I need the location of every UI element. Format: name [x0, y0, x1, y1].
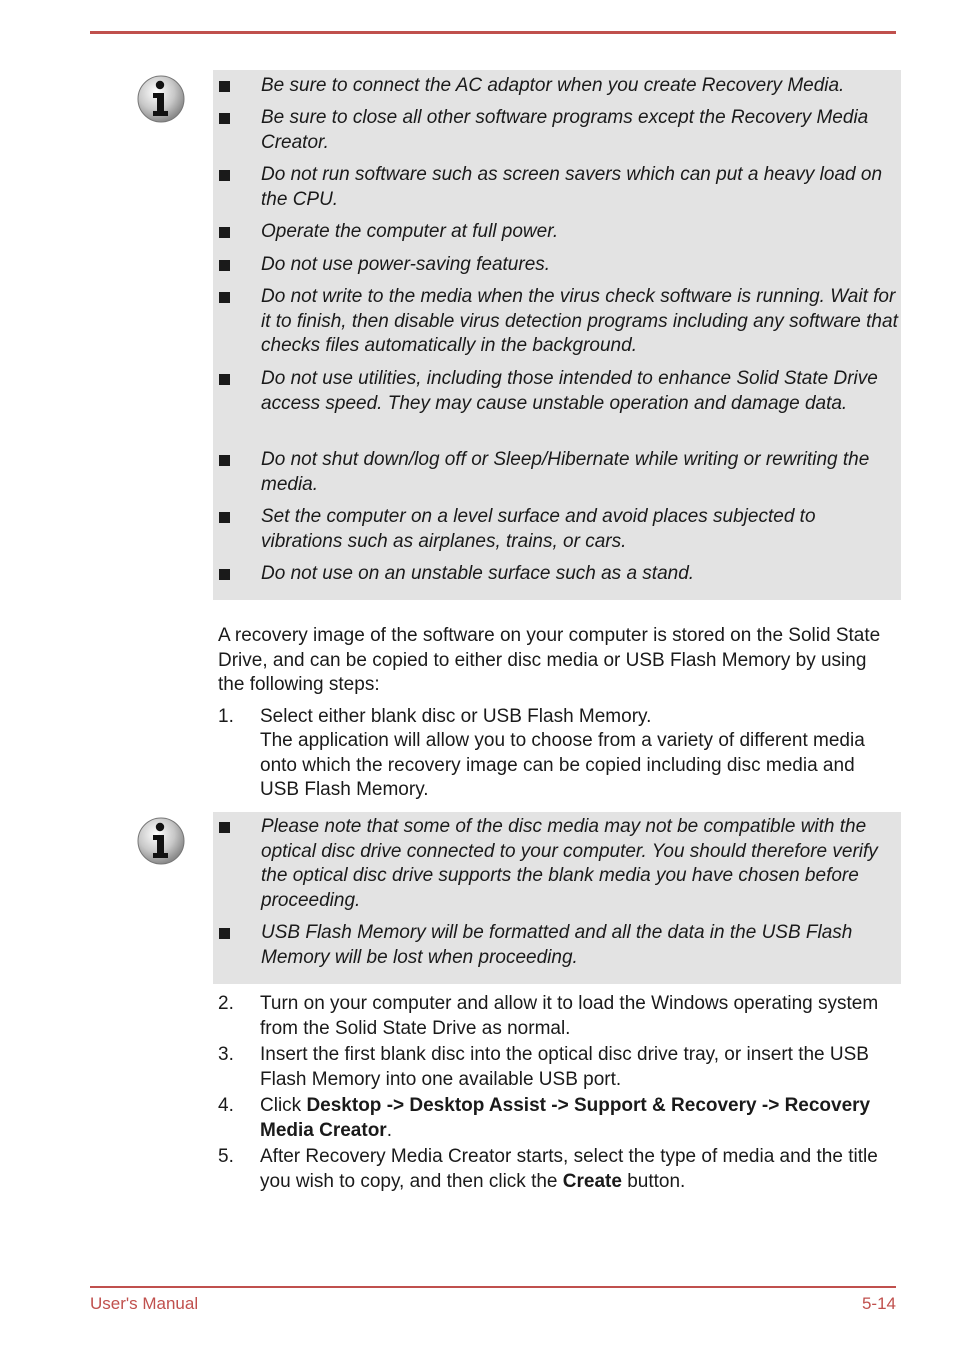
note-box [213, 70, 901, 600]
step-text: Insert the first blank disc into the optical disc drive tray, or insert the USB Flash Memory into one available USB port. [260, 1044, 869, 1090]
bullet [219, 227, 230, 238]
note-item: Be sure to close all other software programs except the Recovery Media Creator. [213, 106, 901, 155]
step-number: 2. [218, 993, 234, 1014]
step-number: 5. [218, 1146, 234, 1167]
step-number: 4. [218, 1095, 234, 1116]
step-2 [218, 991, 898, 1041]
step-1 [218, 704, 898, 803]
bullet [219, 455, 230, 466]
footer-title: User's Manual [90, 1294, 199, 1313]
step-4 [218, 1093, 898, 1143]
footer-rule [90, 1286, 896, 1288]
note-item: Do not write to the media when the virus check software is running. Wait for it to finish, then disable virus detection programs including any software that checks files automatically in the background. [213, 285, 901, 359]
step-text: After Recovery Media Creator starts, select the type of media and the title you wish to copy, and then click the Create button. [260, 1146, 878, 1192]
page-number: 5-14 [861, 1294, 896, 1313]
note-item: USB Flash Memory will be formatted and all the data in the USB Flash Memory will be lost when proceeding. [213, 921, 901, 970]
step-text: Select either blank disc or USB Flash Memory. [260, 706, 652, 727]
note-item: Do not run software such as screen savers which can put a heavy load on the CPU. [213, 163, 901, 212]
bullet [219, 374, 230, 385]
note-box [213, 812, 901, 984]
create-button-label: Create [562, 1171, 622, 1192]
bullet [219, 113, 230, 124]
note-item: Do not shut down/log off or Sleep/Hibernate while writing or rewriting the media. [213, 448, 901, 497]
step-5 [218, 1144, 898, 1194]
bullet [219, 292, 230, 303]
menu-path: Desktop -> Desktop Assist -> Support & Recovery -> Recovery Media Creator [260, 1095, 871, 1141]
step-text: Turn on your computer and allow it to load the Windows operating system from the Solid State Drive as normal. [260, 993, 879, 1039]
bullet [219, 260, 230, 271]
info-icon [136, 816, 186, 866]
step-number: 1. [218, 706, 234, 727]
header-rule [90, 31, 896, 34]
note-item: Do not use utilities, including those intended to enhance Solid State Drive access speed. They may cause unstable operation and damage data. [213, 367, 901, 416]
bullet [219, 822, 230, 833]
bullet [219, 928, 230, 939]
note-item: Please note that some of the disc media may not be compatible with the optical disc drive connected to your computer. You should therefore verify the optical disc drive supports the blank media you have chosen before proceeding. [213, 815, 901, 913]
bullet [219, 569, 230, 580]
note-item: Do not use on an unstable surface such as a stand. [213, 562, 901, 587]
note-item: Set the computer on a level surface and avoid places subjected to vibrations such as airplanes, trains, or cars. [213, 505, 901, 554]
bullet [219, 512, 230, 523]
intro-paragraph: A recovery image of the software on your computer is stored on the Solid State Drive, and can be copied to either disc media or USB Flash Memory by using the following steps: [218, 625, 881, 695]
step-number: 3. [218, 1044, 234, 1065]
note-item: Do not use power-saving features. [213, 253, 901, 278]
step-3 [218, 1042, 898, 1092]
step-detail: The application will allow you to choose from a variety of different media onto which the recovery image can be copied including disc media and USB Flash Memory. [260, 730, 865, 800]
info-icon [136, 74, 186, 124]
note-item: Operate the computer at full power. [213, 220, 901, 245]
note-item: Be sure to connect the AC adaptor when you create Recovery Media. [213, 74, 901, 99]
bullet [219, 81, 230, 92]
step-text: Click Desktop -> Desktop Assist -> Support & Recovery -> Recovery Media Creator. [260, 1095, 871, 1141]
bullet [219, 170, 230, 181]
